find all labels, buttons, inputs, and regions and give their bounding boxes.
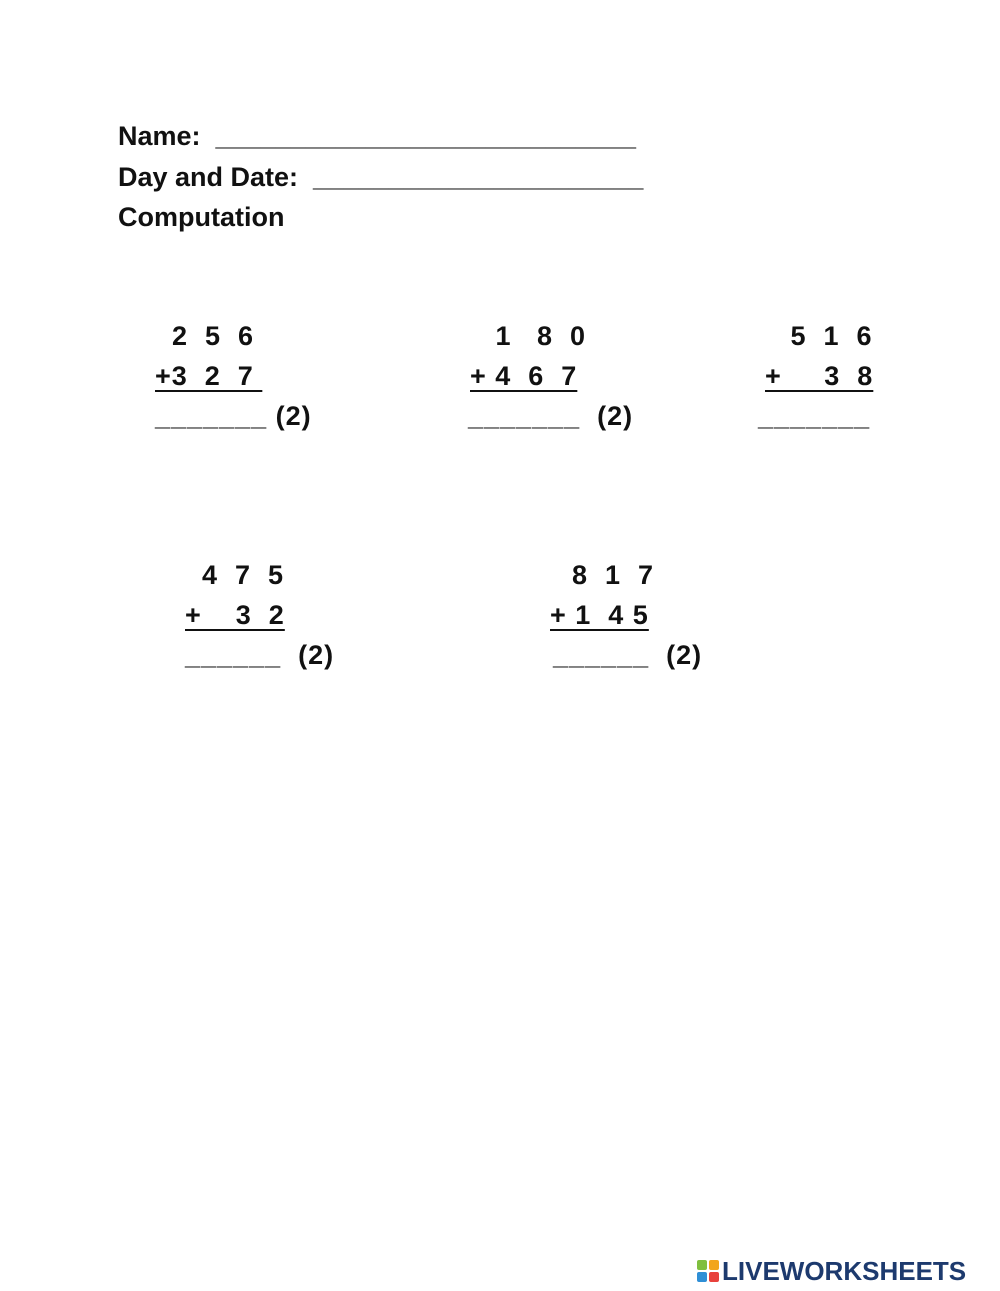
name-line: Name: ____________________________: [118, 121, 636, 151]
problem-2-top: 1 8 0: [470, 321, 587, 351]
problem-1-top: 2 5 6: [155, 321, 255, 351]
day-date-line: Day and Date: ______________________: [118, 162, 644, 192]
problem-4-bottom: + 3 2: [185, 600, 285, 630]
liveworksheets-brand: LIVEWORKSHEETS: [722, 1255, 967, 1286]
liveworksheets-footer: [697, 1256, 966, 1286]
section-title: Computation: [118, 202, 285, 232]
problem-3-answer[interactable]: _______: [758, 401, 871, 431]
problem-1-answer[interactable]: _______ (2): [155, 401, 312, 431]
problem-3-bottom: + 3 8: [765, 361, 874, 391]
problem-5-bottom: + 1 4 5: [550, 600, 649, 630]
problem-4-answer[interactable]: ______ (2): [185, 640, 335, 670]
problem-3-top: 5 1 6: [765, 321, 873, 351]
problem-2-bottom: + 4 6 7: [470, 361, 578, 391]
problem-4-top: 4 7 5: [185, 560, 285, 590]
problem-1-bottom: +3 2 7: [155, 361, 263, 391]
liveworksheets-logo-icon: [697, 1260, 719, 1282]
problem-2-answer[interactable]: _______ (2): [468, 401, 634, 431]
problem-5-answer[interactable]: ______ (2): [553, 640, 703, 670]
problem-5-top: 8 1 7: [555, 560, 655, 590]
